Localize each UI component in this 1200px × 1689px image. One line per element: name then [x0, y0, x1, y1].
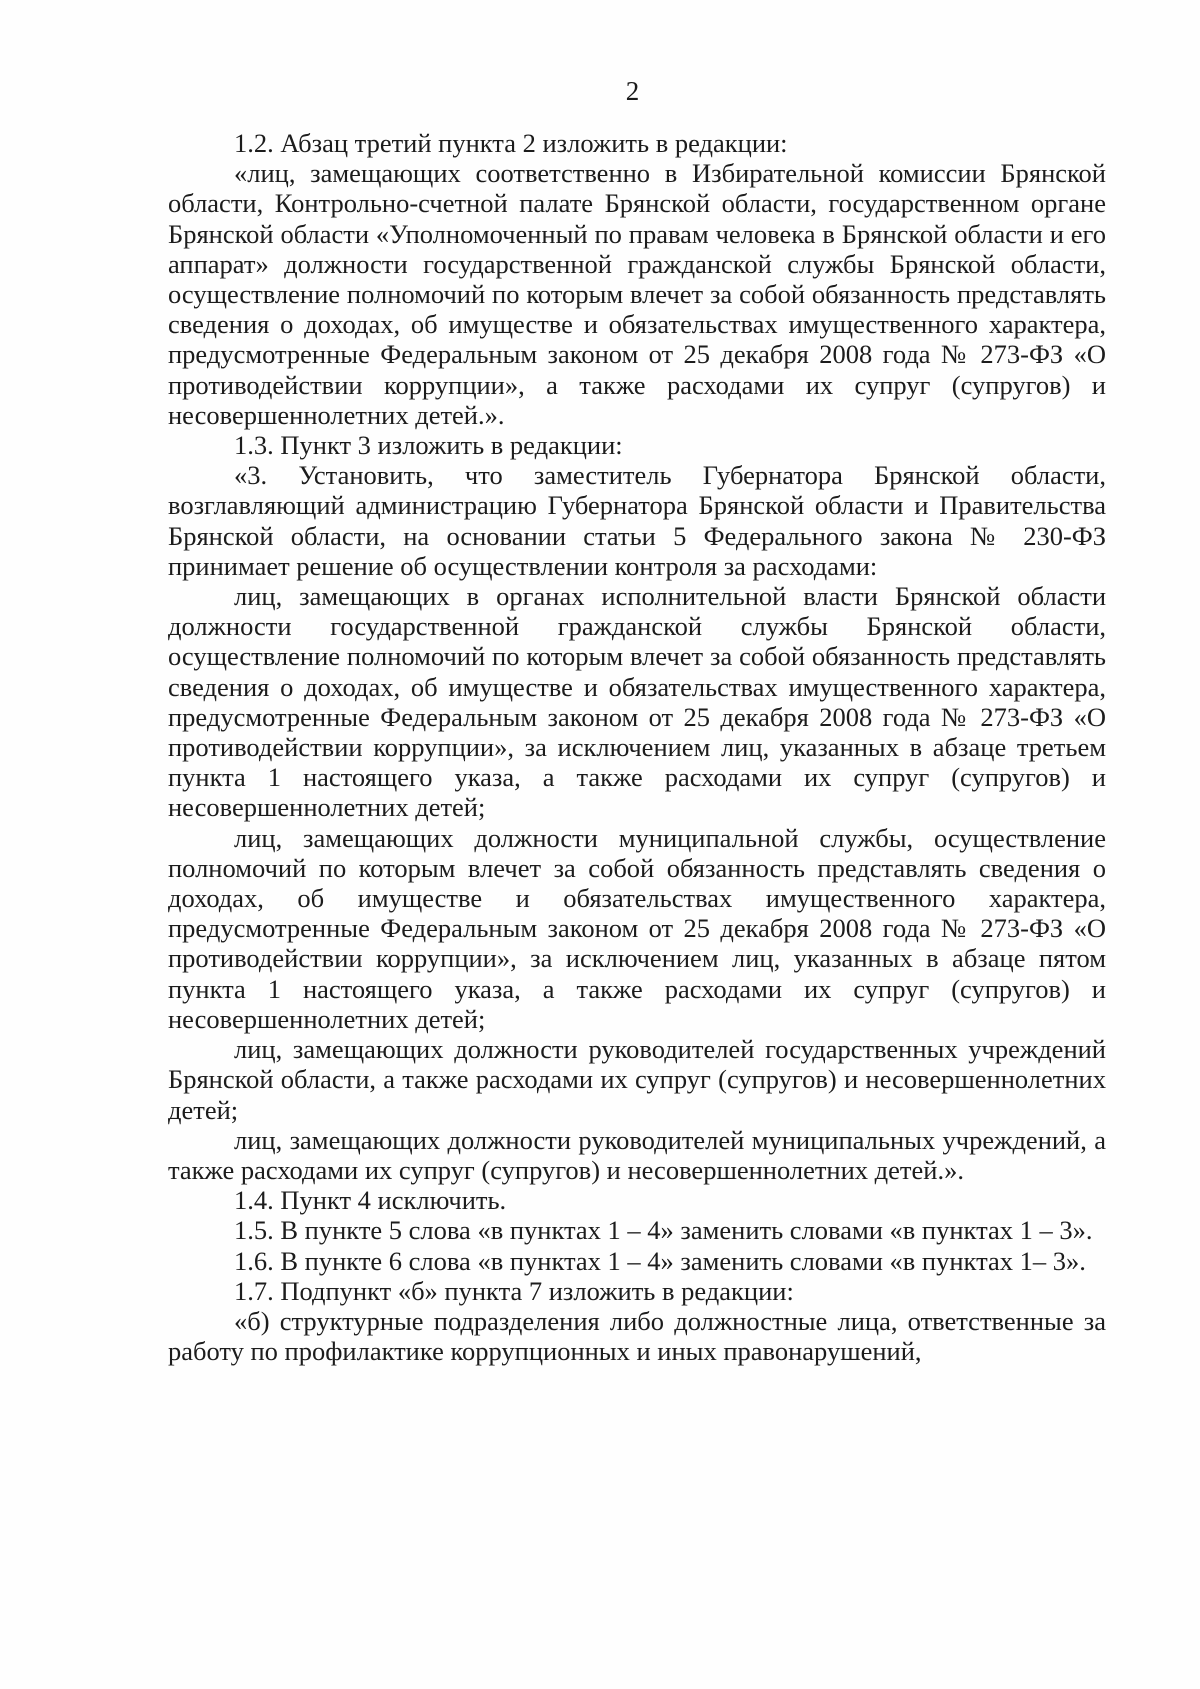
document-body [168, 128, 1106, 1366]
paragraph-1-6: 1.6. В пункте 6 слова «в пунктах 1 – 4» заменить словами «в пунктах 1– 3». [234, 1245, 1086, 1276]
paragraph-1-2-text: «лиц, замещающих соответственно в Избирательной комиссии Брянской области, Контрольно-счетной палате Брянской области, государственном органе Брянской области «Уполномоченный по правам человека в Брянской области и его аппарат» должности государственной гражданской службы Брянской области, осуществление полномочий по которым влечет за собой обязанность представлять сведения о доходах, об имуществе и обязательствах имущественного характера, предусмотренные Федеральным законом от 25 декабря 2008 года № 273-ФЗ «О противодействии коррупции», а также расходами их супруг (супругов) и несовершеннолетних детей.». [168, 158, 1106, 430]
paragraph-executive-officials: лиц, замещающих в органах исполнительной власти Брянской области должности государственной гражданской службы Брянской области, осуществление полномочий по которым влечет за собой обязанность представлять сведения о доходах, об имуществе и обязательствах имущественного характера, предусмотренные Федеральным законом от 25 декабря 2008 года № 273-ФЗ «О противодействии коррупции», за исключением лиц, указанных в абзаце третьем пункта 1 настоящего указа, а также расходами их супруг (супругов) и несовершеннолетних детей; [168, 581, 1106, 823]
paragraph-1-4: 1.4. Пункт 4 исключить. [234, 1185, 507, 1216]
paragraph-municipal-institutions: лиц, замещающих должности руководителей муниципальных учреждений, а также расходами их супруг (супругов) и несовершеннолетних детей.». [168, 1124, 1106, 1185]
paragraph-1-7: 1.7. Подпункт «б» пункта 7 изложить в редакции: [234, 1275, 794, 1306]
paragraph-7b: «б) структурные подразделения либо должностные лица, ответственные за работу по профилактике коррупционных и иных правонарушений, [168, 1305, 1106, 1367]
paragraph-1-5: 1.5. В пункте 5 слова «в пунктах 1 – 4» заменить словами «в пунктах 1 – 3». [234, 1215, 1093, 1246]
paragraph-1-3: 1.3. Пункт 3 изложить в редакции: [234, 430, 623, 461]
paragraph-municipal-service: лиц, замещающих должности муниципальной службы, осуществление полномочий по которым влечет за собой обязанность представлять сведения о доходах, об имуществе и обязательствах имущественного характера, предусмотренные Федеральным законом от 25 декабря 2008 года № 273-ФЗ «О противодействии коррупции», за исключением лиц, указанных в абзаце пятом пункта 1 настоящего указа, а также расходами их супруг (супругов) и несовершеннолетних детей; [168, 822, 1106, 1034]
paragraph-3-intro: «3. Установить, что заместитель Губернатора Брянской области, возглавляющий администрацию Губернатора Брянской области и Правительства Брянской области, на основании статьи 5 Федерального закона № 230-ФЗ принимает решение об осуществлении контроля за расходами: [168, 460, 1106, 581]
paragraph-1-2: 1.2. Абзац третий пункта 2 изложить в редакции: [234, 128, 788, 158]
paragraph-state-institutions: лиц, замещающих должности руководителей государственных учреждений Брянской области, а также расходами их супруг (супругов) и несовершеннолетних детей; [168, 1034, 1106, 1125]
page-number: 2 [625, 76, 640, 106]
